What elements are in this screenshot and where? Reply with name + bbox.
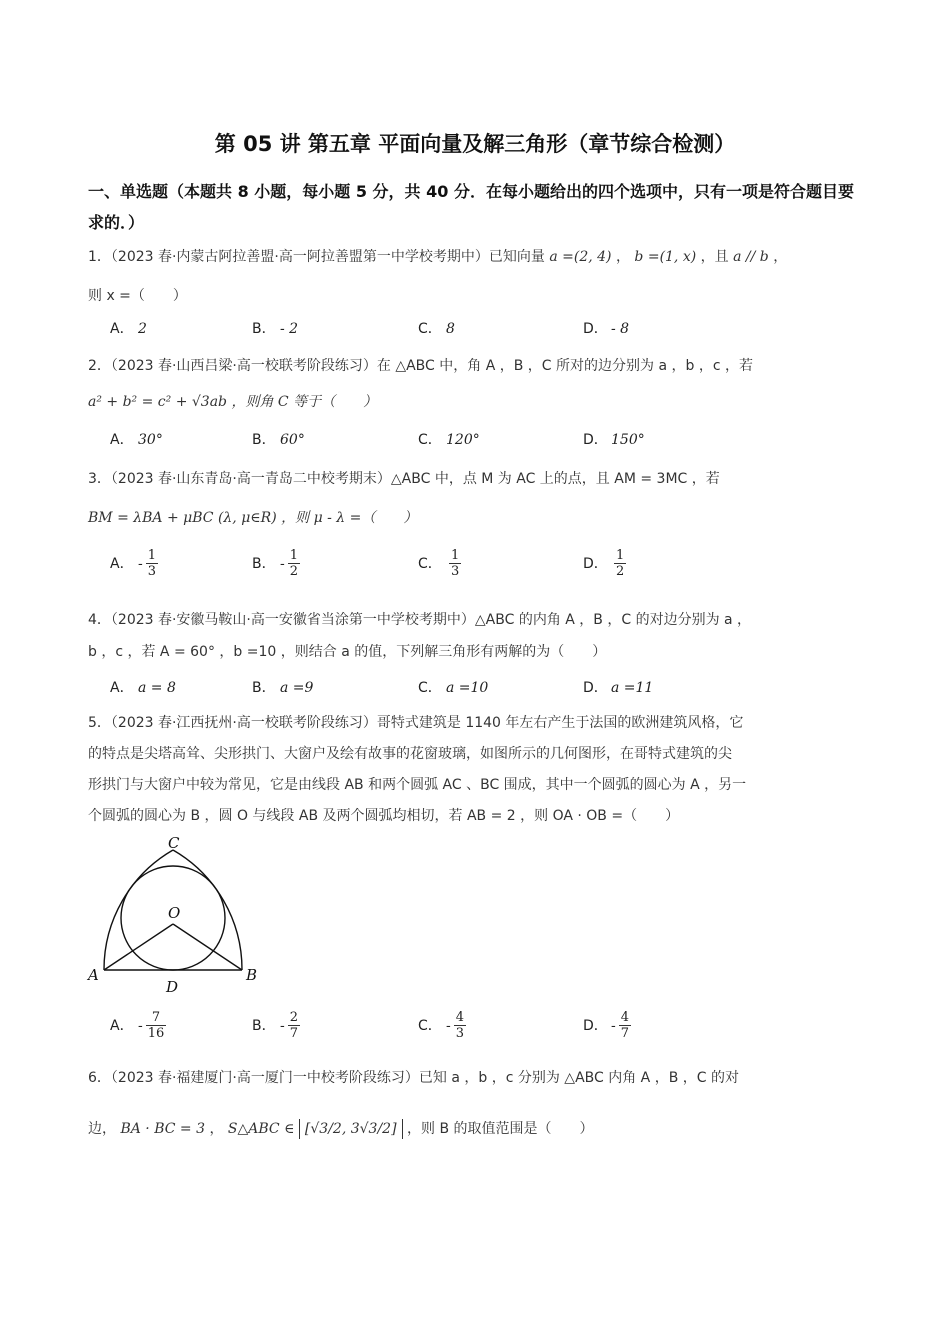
numerator: 1 bbox=[147, 548, 157, 563]
q4-line1: 4．（2023 春·安徽马鞍山·高一安徽省当涂第一中学校考期中）△ABC 的内角 A ，B ，C 的对边分别为 a ， bbox=[88, 612, 752, 628]
q3-line1: 3．（2023 春·山东青岛·高一青岛二中校考期末）△ABC 中，点 M 为 AC 上的点，且 AM = 3MC ，若 bbox=[88, 471, 720, 487]
option-label: A． bbox=[110, 432, 134, 448]
option-label: B． bbox=[252, 555, 276, 572]
q6-line1: 6．（2023 春·福建厦门·高一厦门一中校考阶段练习）已知 a ，b ，c 分别为 △ABC 内角 A ，B ，C 的对 bbox=[88, 1070, 739, 1086]
q6-prefix: 边， bbox=[88, 1121, 116, 1137]
q2-line2: a² + b² = c² + √3ab ，则角 C 等于（ ） bbox=[88, 394, 378, 410]
option-sign: - bbox=[611, 1017, 616, 1034]
q2-line1: 2．（2023 春·山西吕梁·高一校联考阶段练习）在 △ABC 中，角 A ，B ，C 所对的边分别为 a ，b ，c ，若 bbox=[88, 358, 753, 374]
q5-line1: 5．（2023 春·江西抚州·高一校联考阶段练习）哥特式建筑是 1140 年左右产生于法国的欧洲建筑风格，它 bbox=[88, 715, 744, 731]
option-value: 30° bbox=[138, 432, 163, 448]
option-label: D． bbox=[583, 555, 608, 572]
option-label: B． bbox=[252, 321, 276, 337]
q6-line2 bbox=[88, 1118, 594, 1138]
q4-line2: b ，c ，若 A = 60° ，b =10 ，则结合 a 的值，下列解三角形有两解的为（ ） bbox=[88, 644, 607, 660]
q1-condition-prefix: ，且 bbox=[700, 249, 729, 265]
q1-line-end: ， bbox=[773, 249, 788, 265]
option-label: A． bbox=[110, 680, 134, 696]
option-label: B． bbox=[252, 680, 276, 696]
label-b: B bbox=[246, 966, 258, 984]
option-sign: - bbox=[280, 1017, 285, 1034]
q1-option-d[interactable] bbox=[583, 318, 629, 338]
q5-option-c[interactable] bbox=[418, 1010, 466, 1041]
option-label: A． bbox=[110, 1017, 134, 1034]
option-sign: - bbox=[446, 1017, 451, 1034]
q5-option-a[interactable] bbox=[110, 1010, 166, 1041]
option-label: D． bbox=[583, 680, 608, 696]
option-sign: - bbox=[138, 1017, 143, 1034]
option-sign: - bbox=[138, 555, 143, 572]
q5-option-b[interactable] bbox=[252, 1010, 300, 1041]
q1-line2: 则 x =（ ） bbox=[88, 288, 187, 304]
q1-separator: ， bbox=[615, 249, 630, 265]
numerator: 1 bbox=[289, 548, 299, 563]
q5-line2: 的特点是尖塔高耸、尖形拱门、大窗户及绘有故事的花窗玻璃，如图所示的几何图形，在哥特式建筑的尖 bbox=[88, 746, 732, 762]
q4-option-c[interactable] bbox=[418, 677, 488, 697]
option-value: a =10 bbox=[446, 680, 489, 696]
q1-option-c[interactable] bbox=[418, 318, 455, 338]
label-d: D bbox=[166, 978, 179, 996]
denominator: 3 bbox=[147, 564, 157, 579]
option-label: C． bbox=[418, 321, 442, 337]
option-value: 60° bbox=[280, 432, 305, 448]
section-heading: 一、单选题（本题共 8 小题，每小题 5 分，共 40 分．在每小题给出的四个选项中，只有一项是符合题目要求的．） bbox=[88, 182, 854, 232]
gothic-arch-figure bbox=[84, 834, 264, 998]
q3-option-b[interactable] bbox=[252, 548, 300, 579]
q5-option-d[interactable] bbox=[583, 1010, 631, 1041]
option-value: 150° bbox=[611, 432, 645, 448]
q2-option-d[interactable] bbox=[583, 429, 645, 449]
q5-line4: 个圆弧的圆心为 B ，圆 O 与线段 AB 及两个圆弧均相切，若 AB = 2 ，则 OA · OB =（ ） bbox=[88, 808, 680, 824]
option-label: C． bbox=[418, 680, 442, 696]
option-value: 2 bbox=[138, 321, 147, 337]
arc-ac bbox=[104, 850, 173, 970]
option-label: B． bbox=[252, 1017, 276, 1034]
denominator: 2 bbox=[289, 564, 299, 579]
option-label: C． bbox=[418, 432, 442, 448]
option-value: a = 8 bbox=[138, 680, 176, 696]
arc-bc bbox=[173, 850, 242, 970]
label-c: C bbox=[168, 834, 180, 852]
page-title: 第 05 讲 第五章 平面向量及解三角形（章节综合检测） bbox=[214, 132, 736, 156]
option-value: - 2 bbox=[280, 321, 299, 337]
denominator: 3 bbox=[451, 564, 460, 579]
q3-option-c[interactable] bbox=[418, 548, 461, 579]
option-value: a =11 bbox=[611, 680, 654, 696]
numerator: 7 bbox=[146, 1010, 167, 1026]
segment-ob bbox=[173, 924, 242, 970]
q4-option-b[interactable] bbox=[252, 677, 313, 697]
option-fraction bbox=[146, 1010, 167, 1041]
option-fraction bbox=[614, 548, 626, 579]
option-label: C． bbox=[418, 555, 442, 572]
option-fraction bbox=[454, 1010, 466, 1041]
denominator: 3 bbox=[455, 1026, 465, 1041]
q6-area-label: S△ABC ∈ bbox=[227, 1121, 295, 1137]
q4-option-a[interactable] bbox=[110, 677, 176, 697]
option-label: D． bbox=[583, 1017, 608, 1034]
denominator: 7 bbox=[289, 1026, 299, 1041]
option-label: A． bbox=[110, 555, 134, 572]
option-label: A． bbox=[110, 321, 134, 337]
option-label: C． bbox=[418, 1017, 442, 1034]
option-value: 8 bbox=[446, 321, 455, 337]
q1-vector-a: a =(2, 4) bbox=[549, 249, 612, 265]
numerator: 1 bbox=[616, 548, 625, 563]
q5-line3: 形拱门与大窗户中较为常见，它是由线段 AB 和两个圆弧 AC 、BC 围成，其中一个圆弧的圆心为 A ，另一 bbox=[88, 777, 747, 793]
q2-option-a[interactable] bbox=[110, 429, 163, 449]
q1-parallel-condition: a // b bbox=[733, 249, 769, 265]
option-value: - 8 bbox=[611, 321, 630, 337]
option-sign: - bbox=[280, 555, 285, 572]
option-label: B． bbox=[252, 432, 276, 448]
numerator: 1 bbox=[451, 548, 460, 563]
denominator: 16 bbox=[147, 1026, 165, 1041]
label-a: A bbox=[88, 966, 99, 984]
q1-vector-b: b =(1, x) bbox=[634, 249, 697, 265]
option-fraction bbox=[619, 1010, 631, 1041]
q2-option-c[interactable] bbox=[418, 429, 480, 449]
q6-separator: ， bbox=[209, 1121, 224, 1137]
q1-line1 bbox=[88, 246, 787, 266]
option-fraction bbox=[449, 548, 461, 579]
q3-option-a[interactable] bbox=[110, 548, 158, 579]
q3-line2: BM = λBA + μBC (λ, μ∈R) ，则 μ - λ =（ ） bbox=[88, 510, 418, 526]
q6-interval: [√3/2, 3√3/2] bbox=[299, 1119, 403, 1139]
denominator: 7 bbox=[620, 1026, 630, 1041]
option-value: 120° bbox=[446, 432, 480, 448]
segment-oa bbox=[104, 924, 173, 970]
numerator: 4 bbox=[620, 1010, 630, 1025]
option-value: a =9 bbox=[280, 680, 314, 696]
q3-option-d[interactable] bbox=[583, 548, 626, 579]
q6-suffix: ，则 B 的取值范围是（ ） bbox=[407, 1121, 594, 1137]
q1-option-a[interactable] bbox=[110, 318, 147, 338]
q2-option-b[interactable] bbox=[252, 429, 305, 449]
q1-stem: 1．（2023 春·内蒙古阿拉善盟·高一阿拉善盟第一中学校考期中）已知向量 bbox=[88, 249, 545, 265]
option-fraction bbox=[146, 548, 158, 579]
q1-option-b[interactable] bbox=[252, 318, 298, 338]
numerator: 4 bbox=[455, 1010, 465, 1025]
q6-dot-product: BA · BC = 3 bbox=[120, 1121, 205, 1137]
option-fraction bbox=[288, 548, 300, 579]
label-o: O bbox=[168, 904, 181, 922]
option-fraction bbox=[288, 1010, 300, 1041]
q4-option-d[interactable] bbox=[583, 677, 653, 697]
option-label: D． bbox=[583, 321, 608, 337]
denominator: 2 bbox=[616, 564, 625, 579]
numerator: 2 bbox=[289, 1010, 299, 1025]
option-label: D． bbox=[583, 432, 608, 448]
